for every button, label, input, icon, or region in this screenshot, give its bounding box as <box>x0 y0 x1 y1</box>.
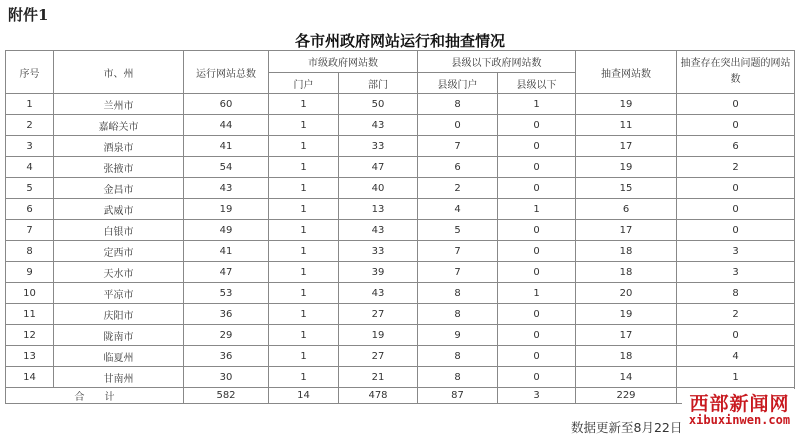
table-row <box>6 94 795 115</box>
cell-city-dept: 19 <box>339 325 418 346</box>
watermark-en: xibuxinwen.com <box>688 413 791 427</box>
cell-total: 53 <box>184 283 269 304</box>
totals-county-below: 3 <box>498 388 576 404</box>
cell-county-portal: 8 <box>418 283 498 304</box>
header-total: 运行网站总数 <box>184 51 269 94</box>
cell-city: 金昌市 <box>54 178 184 199</box>
cell-total: 54 <box>184 157 269 178</box>
table-row <box>6 283 795 304</box>
cell-county-portal: 8 <box>418 94 498 115</box>
cell-county-below: 0 <box>498 241 576 262</box>
cell-city: 武威市 <box>54 199 184 220</box>
cell-total: 36 <box>184 346 269 367</box>
cell-seq: 11 <box>6 304 54 325</box>
table-title: 各市州政府网站运行和抽查情况 <box>294 32 505 50</box>
header-problem: 抽查存在突出问题的网站数 <box>677 51 795 94</box>
header-checked: 抽查网站数 <box>576 51 677 94</box>
update-note: 数据更新至8月22日 <box>571 420 683 435</box>
cell-county-below: 1 <box>498 199 576 220</box>
cell-total: 19 <box>184 199 269 220</box>
cell-seq: 2 <box>6 115 54 136</box>
cell-checked: 18 <box>576 262 677 283</box>
table-row <box>6 199 795 220</box>
attachment-label: 附件1 <box>8 6 49 24</box>
header-county-level: 县级以下政府网站数 <box>418 51 576 73</box>
cell-city: 天水市 <box>54 262 184 283</box>
cell-city-portal: 1 <box>269 262 339 283</box>
table-body <box>6 94 795 388</box>
cell-seq: 3 <box>6 136 54 157</box>
cell-city-portal: 1 <box>269 367 339 388</box>
table-row <box>6 304 795 325</box>
totals-total: 582 <box>184 388 269 404</box>
table-row <box>6 346 795 367</box>
cell-county-portal: 7 <box>418 136 498 157</box>
cell-city: 白银市 <box>54 220 184 241</box>
cell-city: 庆阳市 <box>54 304 184 325</box>
cell-city-portal: 1 <box>269 178 339 199</box>
cell-problem: 0 <box>677 115 795 136</box>
data-table <box>5 50 795 404</box>
cell-county-below: 0 <box>498 346 576 367</box>
cell-checked: 19 <box>576 304 677 325</box>
cell-city-portal: 1 <box>269 199 339 220</box>
table-row <box>6 157 795 178</box>
cell-total: 44 <box>184 115 269 136</box>
cell-city-portal: 1 <box>269 220 339 241</box>
cell-total: 49 <box>184 220 269 241</box>
cell-county-below: 0 <box>498 115 576 136</box>
cell-problem: 2 <box>677 304 795 325</box>
cell-checked: 18 <box>576 241 677 262</box>
cell-county-below: 0 <box>498 304 576 325</box>
cell-city-dept: 50 <box>339 94 418 115</box>
cell-problem: 0 <box>677 199 795 220</box>
cell-city-dept: 33 <box>339 241 418 262</box>
cell-problem: 1 <box>677 367 795 388</box>
table-row <box>6 325 795 346</box>
cell-city-portal: 1 <box>269 346 339 367</box>
cell-city-dept: 13 <box>339 199 418 220</box>
cell-city-portal: 1 <box>269 115 339 136</box>
header-seq: 序号 <box>6 51 54 94</box>
header-city-portal: 门户 <box>269 73 339 94</box>
cell-problem: 3 <box>677 241 795 262</box>
cell-seq: 5 <box>6 178 54 199</box>
cell-seq: 6 <box>6 199 54 220</box>
cell-county-portal: 4 <box>418 199 498 220</box>
cell-county-below: 1 <box>498 283 576 304</box>
cell-problem: 3 <box>677 262 795 283</box>
cell-city-dept: 43 <box>339 220 418 241</box>
cell-problem: 0 <box>677 178 795 199</box>
table-row <box>6 115 795 136</box>
cell-total: 41 <box>184 241 269 262</box>
cell-checked: 15 <box>576 178 677 199</box>
totals-city-portal: 14 <box>269 388 339 404</box>
cell-seq: 7 <box>6 220 54 241</box>
table-row <box>6 136 795 157</box>
cell-problem: 2 <box>677 157 795 178</box>
cell-checked: 14 <box>576 367 677 388</box>
cell-county-below: 0 <box>498 157 576 178</box>
header-county-below: 县级以下 <box>498 73 576 94</box>
cell-city-portal: 1 <box>269 241 339 262</box>
cell-county-portal: 9 <box>418 325 498 346</box>
table-row <box>6 178 795 199</box>
cell-city: 酒泉市 <box>54 136 184 157</box>
cell-city: 嘉峪关市 <box>54 115 184 136</box>
watermark-cn: 西部新闻网 <box>689 393 790 415</box>
cell-city-dept: 40 <box>339 178 418 199</box>
cell-county-below: 0 <box>498 325 576 346</box>
cell-total: 43 <box>184 178 269 199</box>
cell-county-portal: 0 <box>418 115 498 136</box>
cell-city-dept: 27 <box>339 346 418 367</box>
cell-county-below: 0 <box>498 136 576 157</box>
cell-city-dept: 43 <box>339 115 418 136</box>
cell-city-portal: 1 <box>269 283 339 304</box>
cell-seq: 10 <box>6 283 54 304</box>
totals-label: 合 计 <box>6 388 184 404</box>
watermark-logo <box>682 389 797 433</box>
cell-city-portal: 1 <box>269 94 339 115</box>
totals-county-portal: 87 <box>418 388 498 404</box>
table-row <box>6 220 795 241</box>
cell-city-dept: 39 <box>339 262 418 283</box>
cell-seq: 13 <box>6 346 54 367</box>
cell-county-below: 0 <box>498 367 576 388</box>
cell-county-portal: 8 <box>418 367 498 388</box>
cell-city: 甘南州 <box>54 367 184 388</box>
cell-city-portal: 1 <box>269 304 339 325</box>
header-county-portal: 县级门户 <box>418 73 498 94</box>
cell-problem: 0 <box>677 220 795 241</box>
cell-checked: 17 <box>576 325 677 346</box>
cell-checked: 18 <box>576 346 677 367</box>
table-row <box>6 241 795 262</box>
cell-city-portal: 1 <box>269 325 339 346</box>
cell-city-dept: 43 <box>339 283 418 304</box>
cell-problem: 0 <box>677 94 795 115</box>
cell-total: 60 <box>184 94 269 115</box>
cell-checked: 20 <box>576 283 677 304</box>
header-city: 市、州 <box>54 51 184 94</box>
cell-total: 36 <box>184 304 269 325</box>
cell-total: 41 <box>184 136 269 157</box>
cell-total: 29 <box>184 325 269 346</box>
cell-city-dept: 47 <box>339 157 418 178</box>
cell-seq: 9 <box>6 262 54 283</box>
cell-seq: 8 <box>6 241 54 262</box>
totals-row <box>6 388 795 404</box>
cell-checked: 11 <box>576 115 677 136</box>
cell-county-portal: 5 <box>418 220 498 241</box>
cell-checked: 17 <box>576 220 677 241</box>
cell-seq: 14 <box>6 367 54 388</box>
cell-county-below: 0 <box>498 178 576 199</box>
cell-seq: 4 <box>6 157 54 178</box>
cell-seq: 1 <box>6 94 54 115</box>
cell-checked: 19 <box>576 157 677 178</box>
header-city-level: 市级政府网站数 <box>269 51 418 73</box>
cell-checked: 17 <box>576 136 677 157</box>
cell-city: 兰州市 <box>54 94 184 115</box>
cell-total: 30 <box>184 367 269 388</box>
cell-city: 临夏州 <box>54 346 184 367</box>
cell-problem: 0 <box>677 325 795 346</box>
cell-city: 陇南市 <box>54 325 184 346</box>
cell-county-portal: 6 <box>418 157 498 178</box>
cell-checked: 19 <box>576 94 677 115</box>
totals-checked: 229 <box>576 388 677 404</box>
cell-problem: 6 <box>677 136 795 157</box>
cell-county-portal: 8 <box>418 304 498 325</box>
cell-problem: 8 <box>677 283 795 304</box>
cell-county-portal: 8 <box>418 346 498 367</box>
totals-city-dept: 478 <box>339 388 418 404</box>
cell-city: 定西市 <box>54 241 184 262</box>
cell-problem: 4 <box>677 346 795 367</box>
cell-city: 平凉市 <box>54 283 184 304</box>
cell-county-portal: 7 <box>418 262 498 283</box>
cell-county-below: 0 <box>498 262 576 283</box>
table-row <box>6 367 795 388</box>
cell-county-below: 0 <box>498 220 576 241</box>
cell-city-dept: 27 <box>339 304 418 325</box>
cell-city-dept: 21 <box>339 367 418 388</box>
table-row <box>6 262 795 283</box>
cell-checked: 6 <box>576 199 677 220</box>
cell-county-portal: 7 <box>418 241 498 262</box>
cell-city-dept: 33 <box>339 136 418 157</box>
cell-city-portal: 1 <box>269 157 339 178</box>
cell-county-below: 1 <box>498 94 576 115</box>
cell-county-portal: 2 <box>418 178 498 199</box>
cell-city: 张掖市 <box>54 157 184 178</box>
cell-seq: 12 <box>6 325 54 346</box>
cell-total: 47 <box>184 262 269 283</box>
header-city-dept: 部门 <box>339 73 418 94</box>
cell-city-portal: 1 <box>269 136 339 157</box>
